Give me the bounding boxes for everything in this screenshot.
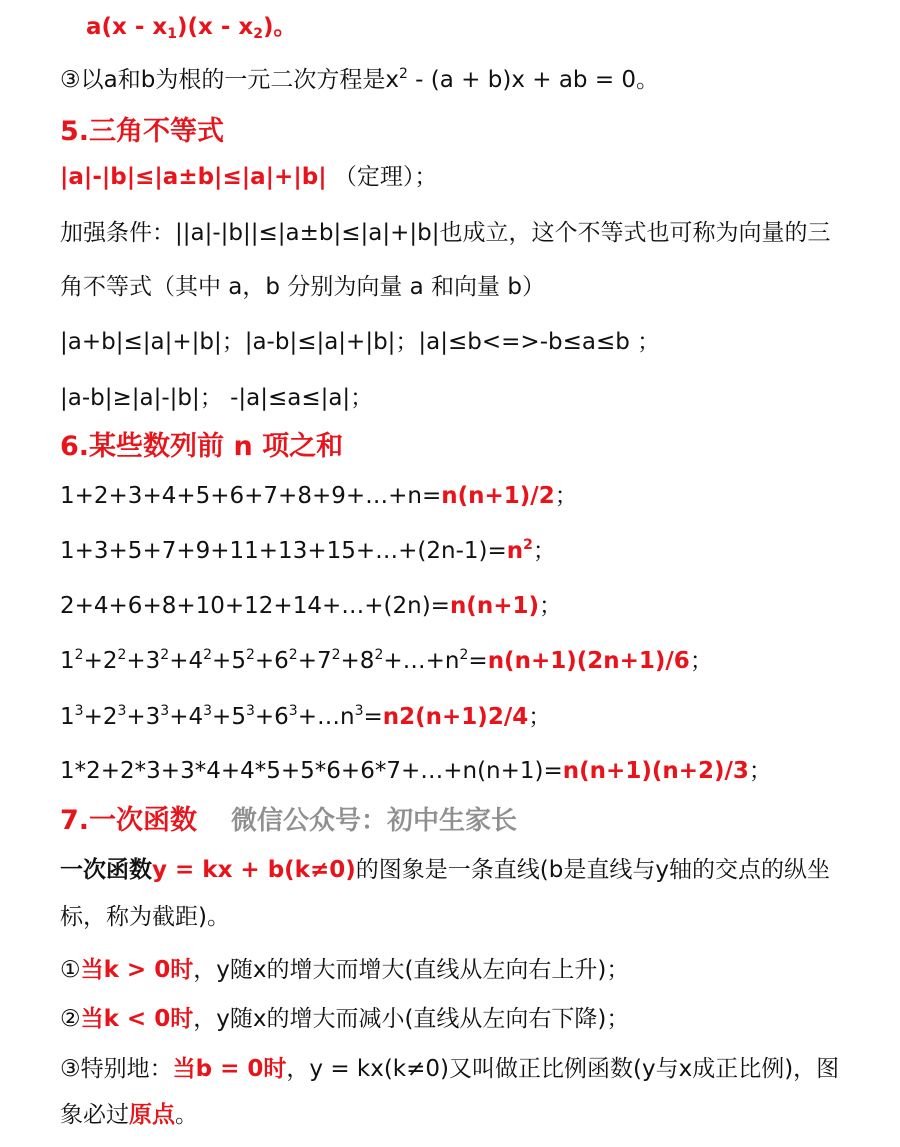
heading-text: 7.一次函数 xyxy=(60,805,198,836)
triangle-inequality-theorem xyxy=(60,160,880,194)
equals-sign: = xyxy=(363,704,383,730)
text-segment: ② xyxy=(60,1006,81,1032)
subscript: 1 xyxy=(167,26,178,42)
text-segment: 。 xyxy=(175,1102,198,1128)
term: +4 xyxy=(169,648,204,674)
text-segment: ③特别地： xyxy=(60,1056,173,1082)
result-formula xyxy=(507,538,533,564)
term: +8 xyxy=(340,648,375,674)
superscript: 2 xyxy=(160,647,170,663)
linear-function-definition xyxy=(60,853,880,887)
superscript: 2 xyxy=(117,647,127,663)
text-segment: ，y = kx(k≠0)又叫做正比例函数(y与x成正比例)，图 xyxy=(286,1056,840,1082)
result-formula: n(n+1) xyxy=(449,593,539,619)
intercept-note: 标，称为截距)。 xyxy=(60,904,230,930)
sum-even-numbers xyxy=(60,589,880,623)
superscript: 2 xyxy=(374,647,384,663)
superscript: 3 xyxy=(74,703,84,719)
vector-note-line: 角不等式（其中 a，b 分别为向量 a 和向量 b） xyxy=(60,274,545,300)
theorem-formula: |a|-|b|≤|a±b|≤|a|+|b| xyxy=(60,164,327,190)
superscript: 2 xyxy=(74,647,84,663)
condition: 当b = 0时 xyxy=(172,1056,287,1082)
function-formula: y = kx + b(k≠0) xyxy=(152,857,356,883)
term: 1 xyxy=(60,704,75,730)
superscript: 3 xyxy=(160,703,170,719)
superscript: 3 xyxy=(117,703,127,719)
superscript: 2 xyxy=(245,647,255,663)
sum-odd-numbers xyxy=(60,534,880,568)
term: +5 xyxy=(212,704,246,730)
superscript: 3 xyxy=(245,703,255,719)
term: +…+n xyxy=(383,648,460,674)
text-segment: a(x - x xyxy=(86,14,168,40)
sum-natural-numbers xyxy=(60,479,880,513)
result-formula: n2(n+1)2/4 xyxy=(382,704,529,730)
superscript: 2 xyxy=(331,647,341,663)
superscript: 2 xyxy=(523,537,533,553)
text-segment: )(x - x xyxy=(177,14,254,40)
text-segment: （定理）； xyxy=(333,164,438,190)
text-segment: 1+3+5+7+9+11+13+15+…+(2n-1)= xyxy=(60,538,507,564)
text-segment: n xyxy=(506,538,524,564)
term: 1 xyxy=(60,648,75,674)
proportional-function-rule xyxy=(60,1052,880,1086)
superscript: 2 xyxy=(288,647,298,663)
superscript: 2 xyxy=(203,647,213,663)
term: +2 xyxy=(83,648,118,674)
text-segment: ； xyxy=(689,648,713,674)
superscript: 3 xyxy=(354,703,364,719)
term: +4 xyxy=(169,704,204,730)
section-heading-5: 5.三角不等式 xyxy=(60,116,225,147)
term: +…n xyxy=(297,704,355,730)
strengthened-condition-line: 加强条件：||a|-|b||≤|a±b|≤|a|+|b|也成立，这个不等式也可称为向量的三 xyxy=(60,220,831,246)
keyword: 原点 xyxy=(129,1102,175,1128)
text-segment: ，y随x的增大而减小(直线从左向右下降)； xyxy=(193,1006,630,1032)
text-segment: ③以a和b为根的一元二次方程是x xyxy=(60,67,399,93)
text-segment: ，y随x的增大而增大(直线从左向右上升)； xyxy=(193,957,630,983)
text-segment: 2+4+6+8+10+12+14+…+(2n)= xyxy=(60,593,450,619)
result-formula: n(n+1)(n+2)/3 xyxy=(562,758,749,784)
text-segment: ； xyxy=(554,483,578,509)
text-segment: ； xyxy=(748,758,772,784)
superscript: 2 xyxy=(459,647,469,663)
term: +5 xyxy=(212,648,246,674)
sum-consecutive-products xyxy=(60,754,880,788)
text-segment: 1+2+3+4+5+6+7+8+9+…+n= xyxy=(60,483,442,509)
sum-cubes xyxy=(60,700,880,734)
term: +6 xyxy=(254,648,289,674)
root-factor-form xyxy=(86,10,880,44)
wechat-account-label: 微信公众号：初中生家长 xyxy=(231,806,518,836)
inequality-list-1: |a+b|≤|a|+|b|；|a-b|≤|a|+|b|；|a|≤b<=>-b≤a≤b ； xyxy=(60,329,661,355)
text-segment: ； xyxy=(532,538,556,564)
origin-note xyxy=(60,1098,880,1132)
term: +7 xyxy=(297,648,332,674)
term: +3 xyxy=(126,648,161,674)
k-positive-rule xyxy=(60,953,880,987)
text-segment: - (a + b)x + ab = 0。 xyxy=(407,67,660,93)
text-segment: ； xyxy=(538,593,562,619)
term: +3 xyxy=(126,704,161,730)
inequality-list-2: |a-b|≥|a|-|b|； -|a|≤a≤|a|； xyxy=(60,385,374,411)
section-heading-6: 6.某些数列前 n 项之和 xyxy=(60,431,344,462)
subscript: 2 xyxy=(253,26,264,42)
term: +2 xyxy=(83,704,118,730)
superscript: 3 xyxy=(203,703,213,719)
section-heading-7 xyxy=(60,802,880,840)
superscript: 3 xyxy=(288,703,298,719)
condition: 当k > 0时 xyxy=(80,957,194,983)
text-segment: 1*2+2*3+3*4+4*5+5*6+6*7+…+n(n+1)= xyxy=(60,758,563,784)
quadratic-with-roots-line xyxy=(60,63,880,97)
text-segment: 的图象是一条直线(b是直线与y轴的交点的纵坐 xyxy=(355,857,830,883)
text-segment: ； xyxy=(528,704,552,730)
term-label: 一次函数 xyxy=(60,857,152,883)
term: +6 xyxy=(254,704,289,730)
sum-squares xyxy=(60,644,880,678)
text-segment: 象必过 xyxy=(60,1102,129,1128)
equals-sign: = xyxy=(468,648,488,674)
text-segment: )。 xyxy=(263,14,297,40)
text-segment: ① xyxy=(60,957,81,983)
result-formula: n(n+1)(2n+1)/6 xyxy=(487,648,690,674)
result-formula: n(n+1)/2 xyxy=(441,483,555,509)
superscript: 2 xyxy=(398,66,408,82)
condition: 当k < 0时 xyxy=(80,1006,194,1032)
k-negative-rule xyxy=(60,1002,880,1036)
